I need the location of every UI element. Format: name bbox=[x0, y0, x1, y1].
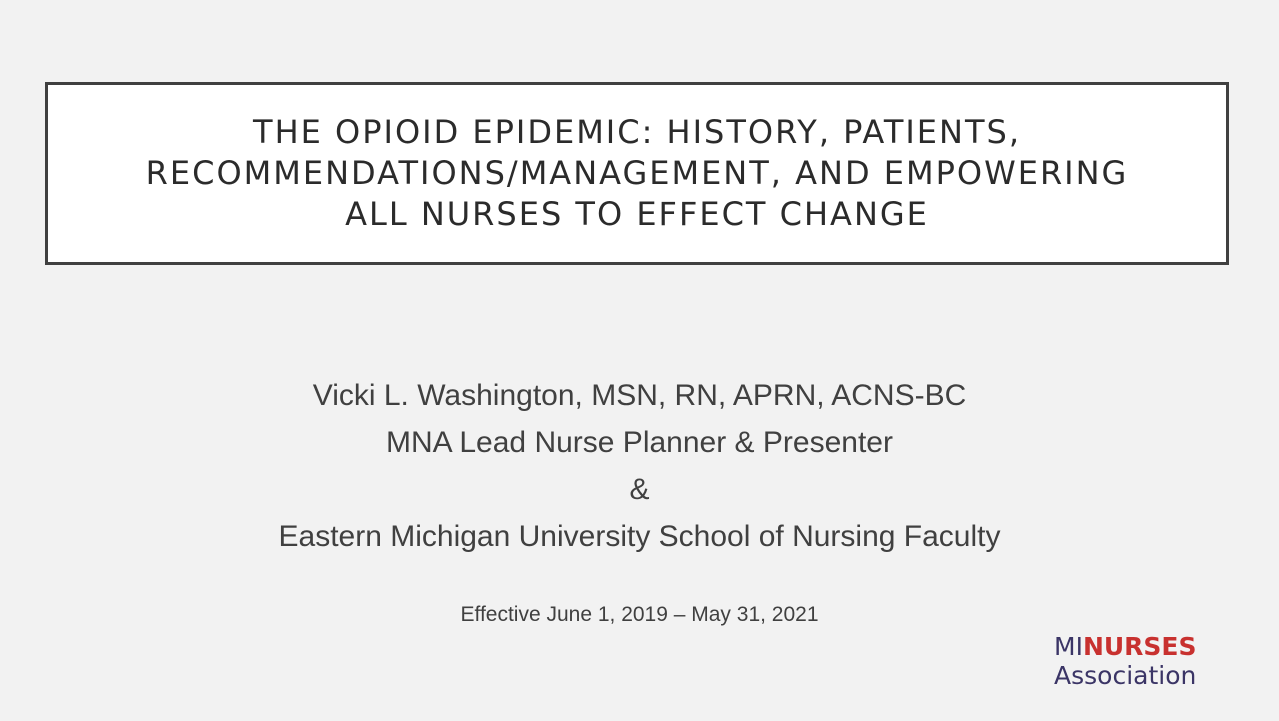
logo-association-text: Association bbox=[1054, 661, 1197, 690]
logo-top-line bbox=[1054, 632, 1254, 662]
effective-dates: Effective June 1, 2019 – May 31, 2021 bbox=[460, 603, 819, 626]
logo-mi-text: MI bbox=[1054, 632, 1083, 661]
title-line-3: ALL NURSES TO EFFECT CHANGE bbox=[345, 195, 929, 233]
title-line-2: RECOMMENDATIONS/MANAGEMENT, AND EMPOWERING bbox=[145, 154, 1129, 192]
presenter-block bbox=[0, 372, 1279, 560]
logo-nurses-text: NURSES bbox=[1082, 632, 1197, 661]
presenter-name: Vicki L. Washington, MSN, RN, APRN, ACNS-BC bbox=[312, 379, 967, 412]
mi-nurses-association-logo bbox=[1054, 632, 1254, 692]
presenter-role: MNA Lead Nurse Planner & Presenter bbox=[386, 426, 893, 459]
presenter-affiliation: Eastern Michigan University School of Nursing Faculty bbox=[278, 520, 1001, 553]
title-line-1: THE OPIOID EPIDEMIC: HISTORY, PATIENTS, bbox=[253, 113, 1021, 151]
presenter-ampersand: & bbox=[629, 473, 650, 506]
title-box bbox=[45, 82, 1229, 265]
